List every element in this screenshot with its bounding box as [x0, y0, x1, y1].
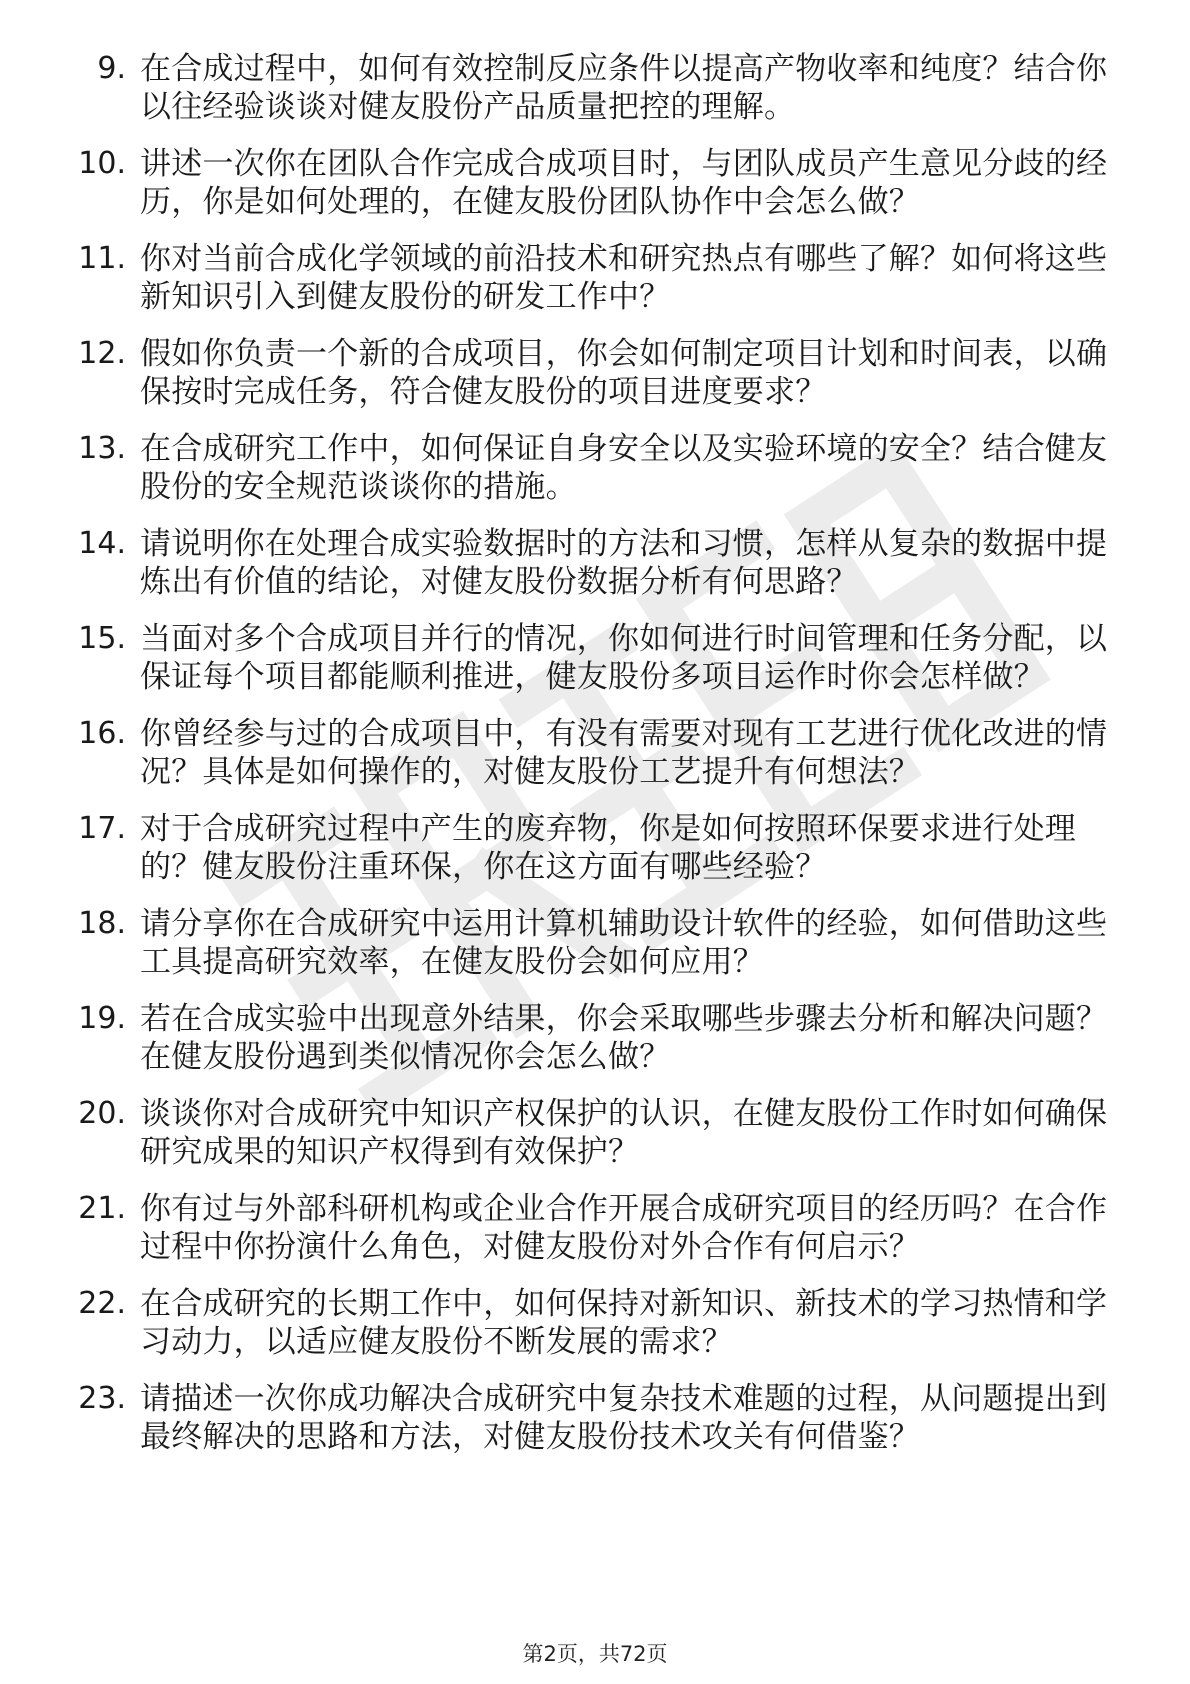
question-number: 15. — [78, 621, 126, 656]
question-text: 当面对多个合成项目并行的情况，你如何进行时间管理和任务分配，以保证每个项目都能顺利推进，健友股份多项目运作时你会怎样做？ — [140, 621, 1108, 695]
question-text: 讲述一次你在团队合作完成合成项目时，与团队成员产生意见分歧的经历，你是如何处理的，在健友股份团队协作中会怎么做？ — [140, 146, 1108, 220]
question-number: 18. — [78, 906, 126, 941]
question-number: 11. — [78, 241, 126, 276]
page-footer — [0, 1641, 1190, 1667]
question-number: 21. — [78, 1191, 126, 1226]
question-text: 你曾经参与过的合成项目中，有没有需要对现有工艺进行优化改进的情况？具体是如何操作的，对健友股份工艺提升有何想法？ — [140, 716, 1108, 790]
question-number: 9. — [97, 51, 126, 86]
question-item — [60, 525, 1120, 601]
question-item — [60, 50, 1120, 126]
question-number: 14. — [78, 526, 126, 561]
question-text: 假如你负责一个新的合成项目，你会如何制定项目计划和时间表，以确保按时完成任务，符合健友股份的项目进度要求？ — [140, 336, 1108, 410]
question-item — [60, 1190, 1120, 1266]
question-item — [60, 335, 1120, 411]
question-text: 请说明你在处理合成实验数据时的方法和习惯，怎样从复杂的数据中提炼出有价值的结论，对健友股份数据分析有何思路？ — [140, 526, 1108, 600]
question-number: 20. — [78, 1096, 126, 1131]
question-list — [60, 50, 1120, 1456]
question-item — [60, 905, 1120, 981]
question-item — [60, 1000, 1120, 1076]
question-number: 10. — [78, 146, 126, 181]
question-text: 你对当前合成化学领域的前沿技术和研究热点有哪些了解？如何将这些新知识引入到健友股份的研发工作中？ — [140, 241, 1108, 315]
question-text: 对于合成研究过程中产生的废弃物，你是如何按照环保要求进行处理的？健友股份注重环保，你在这方面有哪些经验？ — [140, 811, 1076, 885]
question-item — [60, 240, 1120, 316]
question-number: 23. — [78, 1381, 126, 1416]
question-number: 19. — [78, 1001, 126, 1036]
question-item — [60, 715, 1120, 791]
question-text: 你有过与外部科研机构或企业合作开展合成研究项目的经历吗？在合作过程中你扮演什么角色，对健友股份对外合作有何启示？ — [140, 1191, 1108, 1265]
question-item — [60, 810, 1120, 886]
question-number: 13. — [78, 431, 126, 466]
question-item — [60, 620, 1120, 696]
question-number: 22. — [78, 1286, 126, 1321]
question-text: 请描述一次你成功解决合成研究中复杂技术难题的过程，从问题提出到最终解决的思路和方法，对健友股份技术攻关有何借鉴？ — [140, 1381, 1108, 1455]
question-text: 在合成过程中，如何有效控制反应条件以提高产物收率和纯度？结合你以往经验谈谈对健友股份产品质量把控的理解。 — [140, 51, 1108, 125]
question-item — [60, 430, 1120, 506]
question-item — [60, 1380, 1120, 1456]
question-item — [60, 1285, 1120, 1361]
question-number: 16. — [78, 716, 126, 751]
question-number: 12. — [78, 336, 126, 371]
question-item — [60, 145, 1120, 221]
page-indicator: 第2页，共72页 — [522, 1642, 668, 1666]
question-text: 在合成研究工作中，如何保证自身安全以及实验环境的安全？结合健友股份的安全规范谈谈你的措施。 — [140, 431, 1108, 505]
question-text: 请分享你在合成研究中运用计算机辅助设计软件的经验，如何借助这些工具提高研究效率，在健友股份会如何应用？ — [140, 906, 1108, 980]
question-text: 在合成研究的长期工作中，如何保持对新知识、新技术的学习热情和学习动力，以适应健友股份不断发展的需求？ — [140, 1286, 1108, 1360]
question-text: 谈谈你对合成研究中知识产权保护的认识，在健友股份工作时如何确保研究成果的知识产权得到有效保护？ — [140, 1096, 1108, 1170]
question-number: 17. — [78, 811, 126, 846]
question-text: 若在合成实验中出现意外结果，你会采取哪些步骤去分析和解决问题？在健友股份遇到类似情况你会怎么做？ — [140, 1001, 1108, 1075]
question-item — [60, 1095, 1120, 1171]
